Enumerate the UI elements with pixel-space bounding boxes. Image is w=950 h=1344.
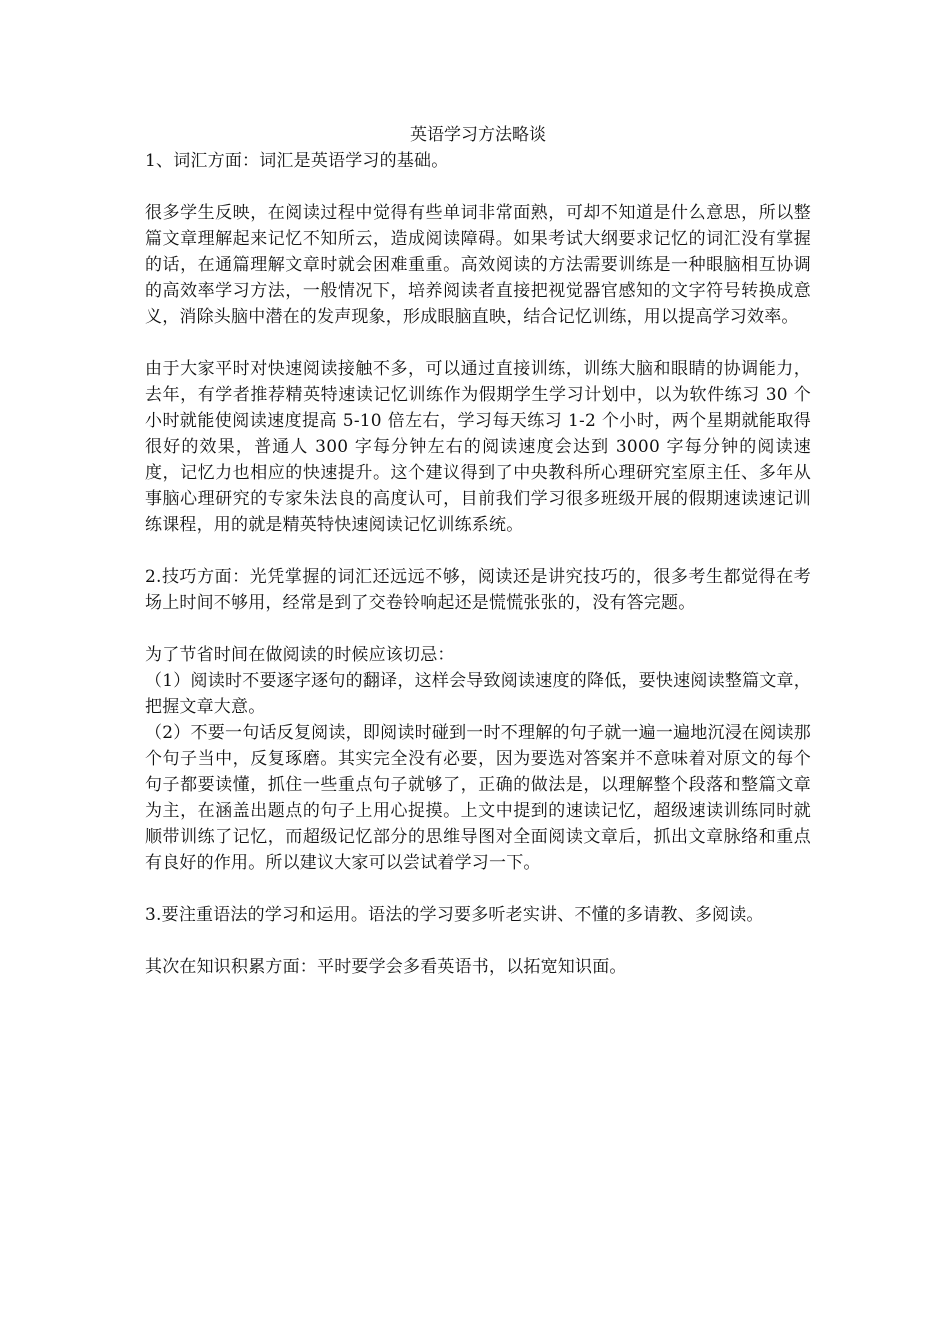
section-vocabulary-heading: 1、词汇方面：词汇是英语学习的基础。 [145,151,449,171]
section-grammar-paragraph: 3.要注重语法的学习和运用。语法的学习要多听老实讲、不懂的多请教、多阅读。 [145,905,764,925]
paragraph-time-saving-intro: 为了节省时间在做阅读的时候应该切忌： [145,645,455,665]
list-item-1: （1）阅读时不要逐字逐句的翻译，这样会导致阅读速度的降低，要快速阅读整篇文章，把握文章大意。 [145,671,811,717]
document-page [145,122,811,980]
paragraph-knowledge-accumulation: 其次在知识积累方面：平时要学会多看英语书，以拓宽知识面。 [145,957,627,977]
paragraph-speed-reading-training: 由于大家平时对快速阅读接触不多，可以通过直接训练，训练大脑和眼睛的协调能力，去年，有学者推荐精英特速读记忆训练作为假期学生学习计划中，以为软件练习 30 个小时就能使阅读速度提高 5-10 倍左右，学习每天练习 1-2 个小时，两个星期就能取得很好的效果，普通人 300 字每分钟左右的阅读速度会达到 3000 字每分钟的阅读速度，记忆力也相应的快速提升。这个建议得到了中央教科所心理研究室原主任、多年从事脑心理研究的专家朱法良的高度认可，目前我们学习很多班级开展的假期速读速记训练课程，用的就是精英特快速阅读记忆训练系统。 [145,359,811,535]
list-item-2: （2）不要一句话反复阅读，即阅读时碰到一时不理解的句子就一遍一遍地沉浸在阅读那个句子当中，反复琢磨。其实完全没有必要，因为要选对答案并不意味着对原文的每个句子都要读懂，抓住一些重点句子就够了，正确的做法是，以理解整个段落和整篇文章为主，在涵盖出题点的句子上用心捉摸。上文中提到的速读记忆，超级速读训练同时就顺带训练了记忆，而超级记忆部分的思维导图对全面阅读文章后，抓出文章脉络和重点有良好的作用。所以建议大家可以尝试着学习一下。 [145,723,811,873]
paragraph-gap [145,616,811,642]
paragraph-gap [145,174,811,200]
paragraph-gap [145,928,811,954]
section-skills-paragraph: 2.技巧方面：光凭掌握的词汇还远远不够，阅读还是讲究技巧的，很多考生都觉得在考场上时间不够用，经常是到了交卷铃响起还是慌慌张张的，没有答完题。 [145,567,811,613]
paragraph-vocabulary-reading: 很多学生反映，在阅读过程中觉得有些单词非常面熟，可却不知道是什么意思，所以整篇文章理解起来记忆不知所云，造成阅读障碍。如果考试大纲要求记忆的词汇没有掌握的话，在通篇理解文章时就会困难重重。高效阅读的方法需要训练是一种眼脑相互协调的高效率学习方法，一般情况下，培养阅读者直接把视觉器官感知的文字符号转换成意义，消除头脑中潜在的发声现象，形成眼脑直映，结合记忆训练，用以提高学习效率。 [145,203,811,327]
document-title: 英语学习方法略谈 [410,125,546,145]
paragraph-gap [145,330,811,356]
paragraph-gap [145,876,811,902]
paragraph-gap [145,538,811,564]
